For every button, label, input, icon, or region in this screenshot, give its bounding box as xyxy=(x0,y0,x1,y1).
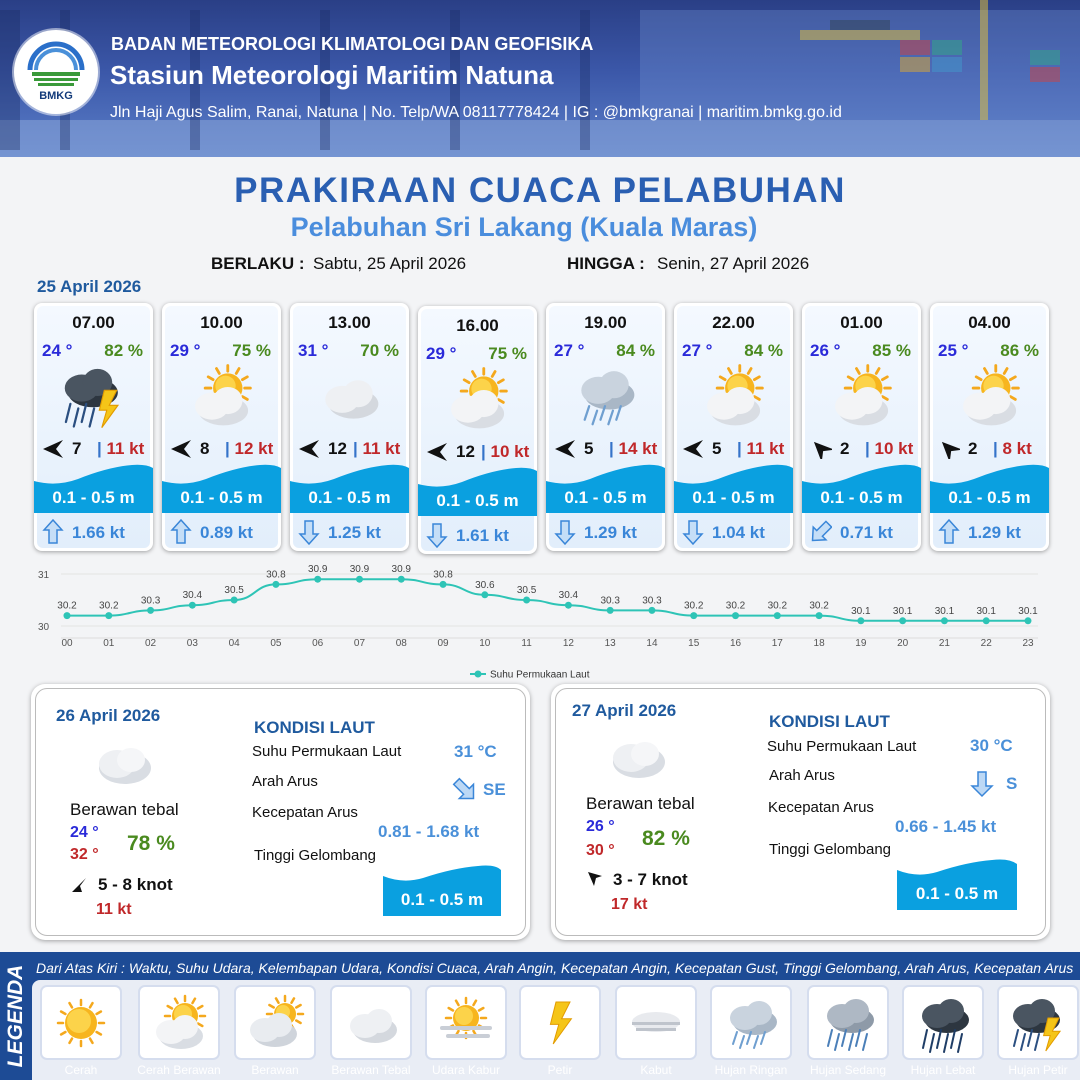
berawan-icon xyxy=(241,992,309,1054)
current-direction-icon xyxy=(426,522,448,548)
current-row xyxy=(682,519,792,545)
legend-item-label: Kabut xyxy=(640,1063,672,1077)
day-panel-2 xyxy=(551,684,1050,940)
forecast-time: 07.00 xyxy=(72,313,115,332)
sst-data-label: 30.1 xyxy=(892,605,913,617)
day-temp-min: 24 ° xyxy=(70,824,99,841)
sst-value: 31 °C xyxy=(454,742,497,761)
berawan-tebal-icon xyxy=(337,992,405,1054)
gust-speed: | 14 kt xyxy=(609,439,658,458)
valid-from-label: BERLAKU : xyxy=(211,254,305,273)
legend-item xyxy=(330,985,412,1060)
humidity: 85 % xyxy=(872,341,911,360)
legend-item-label: Cerah Berawan xyxy=(137,1063,221,1077)
day-gust: 17 kt xyxy=(611,896,648,913)
kabut-icon xyxy=(622,992,690,1054)
y-tick-label: 30 xyxy=(38,622,50,633)
wind-speed: 2 xyxy=(840,439,850,458)
bmkg-logo xyxy=(14,30,98,114)
day1-date: 25 April 2026 xyxy=(37,277,142,296)
wind-speed: 5 xyxy=(584,439,594,458)
humidity: 75 % xyxy=(232,341,271,360)
sea-surface-temperature-chart xyxy=(30,562,1050,686)
contact-info: Jln Haji Agus Salim, Ranai, Natuna | No. Telp/WA 08117778424 | IG : @bmkgranai | maritim.bmkg.go.id xyxy=(110,104,842,121)
sst-data-label: 30.8 xyxy=(433,569,453,581)
x-tick-label: 00 xyxy=(61,638,73,649)
day-wind-speed: 5 - 8 knot xyxy=(98,875,173,894)
x-tick-label: 06 xyxy=(312,638,324,649)
x-tick-label: 23 xyxy=(1022,638,1034,649)
air-temperature: 29 ° xyxy=(426,344,457,363)
wind-direction-icon xyxy=(810,439,832,459)
forecast-time: 19.00 xyxy=(584,313,627,332)
legend-item-label: Hujan Lebat xyxy=(910,1063,976,1077)
humidity: 84 % xyxy=(744,341,783,360)
wave-height: 0.1 - 0.5 m xyxy=(180,488,263,507)
day-temp-max: 30 ° xyxy=(586,842,615,859)
x-tick-label: 03 xyxy=(186,638,198,649)
current-row xyxy=(426,522,536,548)
current-direction-icon xyxy=(298,519,320,545)
day-gust: 11 kt xyxy=(96,901,132,918)
x-tick-label: 22 xyxy=(980,638,992,649)
weather-condition xyxy=(564,361,646,431)
forecast-time: 22.00 xyxy=(712,313,755,332)
current-direction-icon xyxy=(810,519,832,545)
x-tick-label: 12 xyxy=(562,638,574,649)
current-speed: 1.61 kt xyxy=(456,526,509,545)
sst-data-point xyxy=(147,607,154,614)
x-tick-label: 08 xyxy=(395,638,407,649)
wind-direction-icon xyxy=(70,876,88,894)
gust-value: 12 kt xyxy=(234,439,274,458)
sst-data-point xyxy=(690,612,697,619)
current-speed-value: 0.66 - 1.45 kt xyxy=(895,817,997,836)
current-direction-arrow-icon xyxy=(451,776,479,804)
hujan-ringan-icon xyxy=(564,361,646,431)
sst-data-label: 30.2 xyxy=(767,600,788,612)
legend-item xyxy=(997,985,1079,1060)
hour-card xyxy=(546,303,665,551)
current-row xyxy=(170,519,280,545)
sst-series-line xyxy=(67,579,1028,621)
sst-label: Suhu Permukaan Laut xyxy=(767,738,917,755)
cerah-berawan-icon xyxy=(948,361,1030,431)
wind-direction-icon xyxy=(682,439,704,459)
weather-condition xyxy=(52,361,134,431)
cerah-berawan-icon xyxy=(692,361,774,431)
x-tick-label: 14 xyxy=(646,638,658,649)
current-row xyxy=(42,519,152,545)
gust-value: 14 kt xyxy=(618,439,658,458)
valid-to-label: HINGGA : xyxy=(567,254,645,273)
sea-conditions-title: KONDISI LAUT xyxy=(769,712,890,731)
current-speed: 1.04 kt xyxy=(712,523,765,542)
wind-speed: 2 xyxy=(968,439,978,458)
sst-data-point xyxy=(398,576,405,583)
sst-data-point xyxy=(272,581,279,588)
wind-row xyxy=(296,437,406,461)
current-direction-icon xyxy=(554,519,576,545)
x-tick-label: 15 xyxy=(688,638,700,649)
legend-item xyxy=(902,985,984,1060)
wind-speed: 12 xyxy=(456,442,475,461)
hour-card xyxy=(802,303,921,551)
sst-data-point xyxy=(816,612,823,619)
wind-row xyxy=(680,437,790,461)
air-temperature: 26 ° xyxy=(810,341,841,360)
wave-height: 0.1 - 0.5 m xyxy=(820,488,903,507)
x-tick-label: 01 xyxy=(103,638,115,649)
sst-data-label: 30.6 xyxy=(475,579,495,591)
gust-value: 11 kt xyxy=(106,439,145,458)
x-tick-label: 21 xyxy=(938,638,950,649)
legend-item xyxy=(807,985,889,1060)
sst-data-label: 30.3 xyxy=(140,595,161,607)
air-temperature: 27 ° xyxy=(554,341,585,360)
gust-speed: | 8 kt xyxy=(993,439,1032,458)
gust-speed: | 12 kt xyxy=(225,439,274,458)
current-row xyxy=(938,519,1048,545)
sst-data-point xyxy=(565,602,572,609)
x-tick-label: 17 xyxy=(771,638,783,649)
legend-item xyxy=(40,985,122,1060)
cerah-berawan-icon xyxy=(820,361,902,431)
current-direction-icon xyxy=(42,519,64,545)
wave-height: 0.1 - 0.5 m xyxy=(948,488,1031,507)
current-direction-value: SE xyxy=(483,780,506,799)
current-speed: 0.71 kt xyxy=(840,523,893,542)
legend-item-label: Hujan Sedang xyxy=(809,1063,887,1077)
sst-data-label: 30.2 xyxy=(99,600,119,612)
sst-data-label: 30.1 xyxy=(976,605,996,617)
gust-speed: | 11 kt xyxy=(737,439,785,458)
current-row xyxy=(298,519,408,545)
cerah-berawan-icon xyxy=(180,361,262,431)
wind-direction-icon xyxy=(426,442,448,462)
sst-data-label: 30.4 xyxy=(558,590,579,602)
current-speed: 0.89 kt xyxy=(200,523,253,542)
legend-item xyxy=(519,985,601,1060)
legend-label: Suhu Permukaan Laut xyxy=(490,669,590,681)
day-condition: Berawan tebal xyxy=(586,794,695,813)
wave-height: 0.1 - 0.5 m xyxy=(52,488,135,507)
header-banner xyxy=(0,0,1080,157)
sst-data-point xyxy=(857,617,864,624)
x-tick-label: 18 xyxy=(813,638,825,649)
sst-data-label: 30.1 xyxy=(934,605,955,617)
x-tick-label: 07 xyxy=(353,638,366,649)
sst-value: 30 °C xyxy=(970,736,1013,755)
x-tick-label: 04 xyxy=(228,638,240,649)
sst-data-point xyxy=(231,597,238,604)
page-title: PRAKIRAAN CUACA PELABUHAN xyxy=(234,171,846,210)
x-tick-label: 02 xyxy=(145,638,157,649)
wind-speed: 5 xyxy=(712,439,722,458)
x-tick-label: 09 xyxy=(437,638,449,649)
wind-direction-icon xyxy=(938,439,960,459)
legend-side-title xyxy=(0,952,32,1080)
sst-data-point xyxy=(189,602,196,609)
forecast-time: 13.00 xyxy=(328,313,371,332)
day-temp-min: 26 ° xyxy=(586,818,615,835)
current-row xyxy=(810,519,920,545)
gust-value: 10 kt xyxy=(490,442,530,461)
current-direction-arrow-icon xyxy=(968,770,996,798)
hujan-lebat-icon xyxy=(909,992,977,1054)
sst-label: Suhu Permukaan Laut xyxy=(252,743,402,760)
sst-data-label: 30.1 xyxy=(1018,605,1038,617)
sst-data-label: 30.3 xyxy=(600,595,620,607)
current-direction-value: S xyxy=(1006,774,1018,793)
sst-data-label: 30.5 xyxy=(224,585,244,596)
wave-height-value: 0.1 - 0.5 m xyxy=(400,890,484,909)
legend-item xyxy=(234,985,316,1060)
hour-card xyxy=(674,303,793,551)
wind-row xyxy=(808,437,918,461)
hujan-petir-icon xyxy=(52,361,134,431)
forecast-time: 04.00 xyxy=(968,313,1011,332)
sst-data-label: 30.9 xyxy=(349,564,370,576)
gust-value: 8 kt xyxy=(1002,439,1032,458)
weather-condition xyxy=(308,361,390,431)
sst-data-point xyxy=(941,617,948,624)
weather-condition xyxy=(820,361,902,431)
sst-data-label: 30.2 xyxy=(684,600,704,612)
current-speed: 1.25 kt xyxy=(328,523,381,542)
wave-height-label: Tinggi Gelombang xyxy=(254,847,377,864)
sst-data-point xyxy=(607,607,614,614)
petir-icon xyxy=(526,992,594,1054)
wave-height: 0.1 - 0.5 m xyxy=(692,488,775,507)
wind-speed: 8 xyxy=(200,439,210,458)
x-tick-label: 10 xyxy=(479,638,491,649)
current-speed-label: Kecepatan Arus xyxy=(768,799,874,816)
weather-condition xyxy=(436,364,518,434)
valid-from-date: Sabtu, 25 April 2026 xyxy=(313,254,467,273)
day-humidity: 82 % xyxy=(642,827,690,850)
legend-item-label: Petir xyxy=(547,1063,573,1077)
wave-height: 0.1 - 0.5 m xyxy=(436,491,519,510)
day-temp-max: 32 ° xyxy=(70,846,99,863)
air-temperature: 24 ° xyxy=(42,341,73,360)
legend-item-label: Berawan Tebal xyxy=(331,1063,411,1077)
organization-name: BADAN METEOROLOGI KLIMATOLOGI DAN GEOFISIKA xyxy=(111,34,594,54)
x-tick-label: 19 xyxy=(855,638,867,649)
day-humidity: 78 % xyxy=(127,832,175,855)
berawan-tebal-icon xyxy=(91,740,155,788)
cerah-berawan-icon xyxy=(436,364,518,434)
legend-description: Dari Atas Kiri : Waktu, Suhu Udara, Kelembapan Udara, Kondisi Cuaca, Arah Angin, Kecepatan Angin, Kecepatan Gust, Tinggi Gelombang, Arah Arus, Kecepatan Arus xyxy=(36,960,1074,976)
day-date: 26 April 2026 xyxy=(56,706,161,725)
hour-card xyxy=(418,306,537,554)
station-name: Stasiun Meteorologi Maritim Natuna xyxy=(110,60,554,90)
sst-data-label: 30.3 xyxy=(642,595,662,607)
sst-data-label: 30.2 xyxy=(725,600,746,612)
hujan-petir-icon xyxy=(1004,992,1072,1054)
valid-to-date: Senin, 27 April 2026 xyxy=(657,254,810,273)
legend-marker xyxy=(475,671,482,678)
sst-data-label: 30.2 xyxy=(57,600,77,612)
wind-direction-icon xyxy=(554,439,576,459)
forecast-time: 16.00 xyxy=(456,316,499,335)
wave-height: 0.1 - 0.5 m xyxy=(564,488,647,507)
wind-direction-icon xyxy=(42,439,64,459)
current-direction-icon xyxy=(938,519,960,545)
sst-data-label: 30.2 xyxy=(809,600,829,612)
wind-row xyxy=(168,437,278,461)
humidity: 70 % xyxy=(360,341,399,360)
wave-height: 0.1 - 0.5 m xyxy=(308,488,391,507)
current-speed: 1.29 kt xyxy=(968,523,1021,542)
current-direction-icon xyxy=(170,519,192,545)
logo-text: BMKG xyxy=(39,90,73,102)
wind-direction-icon xyxy=(298,439,320,459)
hujan-ringan-icon xyxy=(717,992,785,1054)
berawan-tebal-icon xyxy=(308,361,390,431)
hour-card xyxy=(34,303,153,551)
sst-data-point xyxy=(774,612,781,619)
sst-data-label: 30.5 xyxy=(516,585,537,596)
wind-row xyxy=(424,440,534,464)
wind-row xyxy=(40,437,150,461)
legend-item-label: Udara Kabur xyxy=(431,1063,501,1077)
sea-conditions-title: KONDISI LAUT xyxy=(254,718,375,737)
sst-data-point xyxy=(899,617,906,624)
hour-card xyxy=(930,303,1049,551)
hujan-sedang-icon xyxy=(814,992,882,1054)
wave-height-value: 0.1 - 0.5 m xyxy=(915,884,999,903)
current-speed-label: Kecepatan Arus xyxy=(252,804,358,821)
hour-card xyxy=(162,303,281,551)
humidity: 86 % xyxy=(1000,341,1039,360)
sst-data-label: 30.9 xyxy=(307,564,328,576)
wave-height-label: Tinggi Gelombang xyxy=(769,841,892,858)
day-condition: Berawan tebal xyxy=(70,800,179,819)
sst-data-point xyxy=(440,581,447,588)
air-temperature: 25 ° xyxy=(938,341,969,360)
legend-item-label: Hujan Petir xyxy=(1008,1063,1068,1077)
sst-data-label: 30.8 xyxy=(266,569,286,581)
sst-data-point xyxy=(1025,617,1032,624)
wind-speed: 12 xyxy=(328,439,347,458)
current-speed: 1.29 kt xyxy=(584,523,637,542)
air-temperature: 27 ° xyxy=(682,341,713,360)
gust-value: 11 kt xyxy=(362,439,401,458)
sst-data-label: 30.9 xyxy=(391,564,411,576)
gust-speed: | 10 kt xyxy=(865,439,914,458)
forecast-time: 10.00 xyxy=(200,313,243,332)
humidity: 82 % xyxy=(104,341,143,360)
udara-kabur-icon xyxy=(432,992,500,1054)
air-temperature: 29 ° xyxy=(170,341,201,360)
legend-item xyxy=(138,985,220,1060)
legend-item xyxy=(425,985,507,1060)
current-speed-value: 0.81 - 1.68 kt xyxy=(378,822,480,841)
x-tick-label: 11 xyxy=(521,638,532,649)
gust-value: 11 kt xyxy=(746,439,785,458)
day-date: 27 April 2026 xyxy=(572,701,677,720)
sst-data-label: 30.4 xyxy=(182,590,203,602)
wind-row xyxy=(552,437,662,461)
gust-value: 10 kt xyxy=(874,439,914,458)
current-row xyxy=(554,519,664,545)
legend-item-label: Cerah xyxy=(64,1063,98,1077)
x-tick-label: 20 xyxy=(897,638,909,649)
hour-card xyxy=(290,303,409,551)
sst-data-point xyxy=(983,617,990,624)
wind-direction-icon xyxy=(586,870,604,888)
weather-condition xyxy=(948,361,1030,431)
sst-data-point xyxy=(648,607,655,614)
sst-data-point xyxy=(356,576,363,583)
sst-data-point xyxy=(105,612,112,619)
legend-item xyxy=(615,985,697,1060)
wind-direction-icon xyxy=(170,439,192,459)
wind-row xyxy=(936,437,1046,461)
weather-condition xyxy=(692,361,774,431)
sst-data-label: 30.1 xyxy=(851,605,871,617)
legend-title: LEGENDA xyxy=(4,964,27,1068)
weather-condition xyxy=(180,361,262,431)
current-direction-label: Arah Arus xyxy=(769,767,835,784)
legend-item-label: Berawan xyxy=(251,1063,299,1077)
x-tick-label: 16 xyxy=(729,638,742,649)
y-tick-label: 31 xyxy=(38,570,50,581)
legend-item-label: Hujan Ringan xyxy=(714,1063,788,1077)
humidity: 75 % xyxy=(488,344,527,363)
port-name: Pelabuhan Sri Lakang (Kuala Maras) xyxy=(290,212,758,242)
current-direction-label: Arah Arus xyxy=(252,773,318,790)
air-temperature: 31 ° xyxy=(298,341,329,360)
day-panel-1 xyxy=(31,684,530,940)
x-tick-label: 13 xyxy=(604,638,616,649)
sst-data-point xyxy=(523,597,530,604)
cerah-icon xyxy=(47,992,115,1054)
sst-data-point xyxy=(64,612,71,619)
wind-speed: 7 xyxy=(72,439,82,458)
berawan-tebal-icon xyxy=(605,734,669,782)
gust-speed: | 11 kt xyxy=(97,439,145,458)
current-direction-icon xyxy=(682,519,704,545)
sst-data-point xyxy=(732,612,739,619)
gust-speed: | 11 kt xyxy=(353,439,401,458)
legend-item xyxy=(710,985,792,1060)
x-tick-label: 05 xyxy=(270,638,282,649)
forecast-time: 01.00 xyxy=(840,313,883,332)
gust-speed: | 10 kt xyxy=(481,442,530,461)
cerah-berawan-icon xyxy=(145,992,213,1054)
sst-data-point xyxy=(314,576,321,583)
sst-data-point xyxy=(481,591,488,598)
humidity: 84 % xyxy=(616,341,655,360)
day-wind-speed: 3 - 7 knot xyxy=(613,870,688,889)
current-speed: 1.66 kt xyxy=(72,523,125,542)
